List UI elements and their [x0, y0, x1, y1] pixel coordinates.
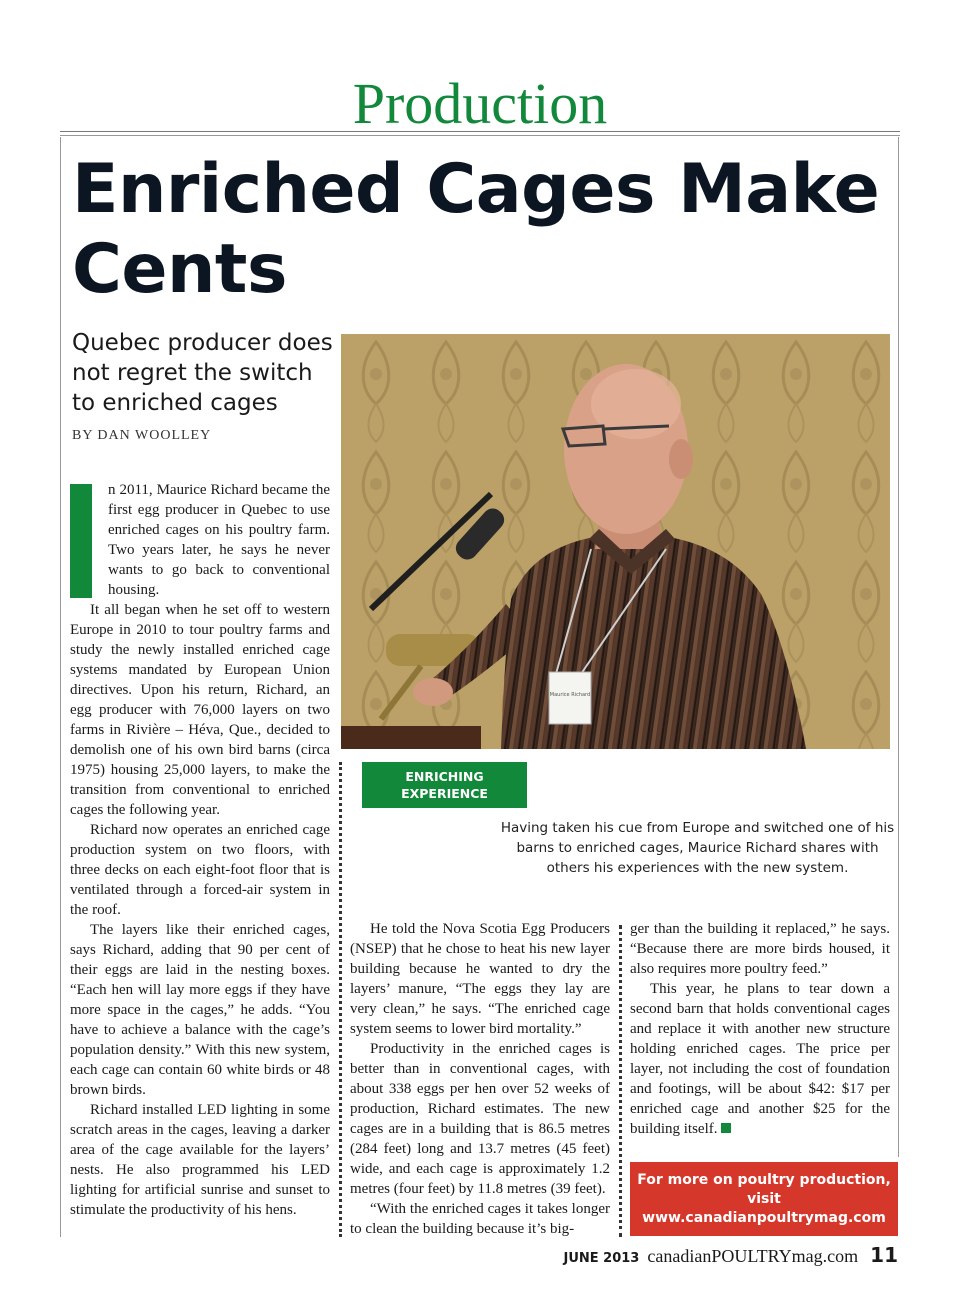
- column-divider-dots: [619, 925, 622, 1237]
- body-column-1: [70, 480, 330, 1220]
- magazine-site: canadianPOULTRYmag.com: [647, 1246, 859, 1266]
- section-tag-line1: ENRICHING: [405, 769, 484, 784]
- frame-right-rule: [898, 137, 899, 1157]
- body-paragraph: [630, 979, 890, 1139]
- section-label: Production: [352, 71, 608, 136]
- top-rule-secondary: [60, 135, 900, 136]
- body-paragraph: Productivity in the enriched cages is better than in conventional cages, with about 338 eggs per hen over 52 weeks of production, Richard estimates. The new cages are in a building that is 86.5 metres (284 feet) long and 13.7 metres (45 feet) wide, and each cage is approximately 1.2 metres (four feet) by 11.8 metres (39 feet).: [350, 1041, 610, 1197]
- page-number: 11: [870, 1243, 898, 1267]
- column-divider-dots: [339, 762, 342, 1237]
- promo-box[interactable]: [630, 1162, 898, 1236]
- promo-line1: For more on poultry production,: [637, 1171, 891, 1188]
- article-headline: Enriched Cages Make Cents: [72, 150, 880, 309]
- section-tag: [362, 762, 527, 808]
- section-tag-line2: EXPERIENCE: [401, 786, 488, 801]
- photo-caption: Having taken his cue from Europe and switched one of his barns to enriched cages, Maurice Richard shares with others his experiences with the new system.: [500, 820, 895, 876]
- body-paragraph: [70, 480, 330, 600]
- body-paragraph: The layers like their enriched cages, says Richard, adding that 90 per cent of their eggs are laid in the nesting boxes. “Each hen will lay more eggs if they have more space in the cages,” he adds. “You have to achieve a balance with the cage’s population density.” With this new system, each cage can contain 60 white birds or 48 brown birds.: [70, 922, 330, 1098]
- body-column-2: [350, 919, 610, 1239]
- issue-date: JUNE 2013: [563, 1251, 640, 1266]
- body-paragraph: Richard installed LED lighting in some scratch areas in the cages, leaving a darker area of the cage available for the layers’ nests. He also programmed his LED lighting for artificial sunrise and sunset to stimulate the productivity of his hens.: [70, 1102, 330, 1218]
- body-column-3: [630, 919, 890, 1139]
- body-paragraph: It all began when he set off to western Europe in 2010 to tour poultry farms and study the newly installed enriched cage systems mandated by European Union directives. Upon his return, Richard, an egg producer with 76,000 layers on two farms in Rivière – Héva, Que., decided to demolish one of his own bird barns (circa 1975) housing 25,000 layers, to make the transition from conventional to enriched cages the following year.: [70, 602, 330, 818]
- body-paragraph-text: n 2011, Maurice Richard became the first egg producer in Quebec to use enriched cages on his poultry farm. Two years later, he says he never wants to go back to conventional housing.: [108, 482, 330, 598]
- drop-cap-bar: [70, 484, 92, 598]
- svg-text:Maurice Richard: Maurice Richard: [549, 692, 591, 698]
- promo-link[interactable]: visit www.canadianpoultrymag.com: [642, 1190, 886, 1226]
- frame-left-rule: [60, 137, 61, 1237]
- body-paragraph: “With the enriched cages it takes longer to clean the building because it’s big-: [350, 1201, 610, 1237]
- article-deck: Quebec producer does not regret the switch to enriched cages: [72, 330, 333, 416]
- body-paragraph: He told the Nova Scotia Egg Producers (NSEP) that he chose to heat his new layer building because he wanted to dry the layers’ manure, “The eggs they lay are very clean,” he says. “The enriched cage system seems to lower bird mortality.”: [350, 921, 610, 1037]
- body-paragraph: ger than the building it replaced,” he says. “Because there are more birds housed, it also requires more poultry feed.”: [630, 921, 890, 977]
- end-mark-icon: [721, 1123, 731, 1133]
- byline: BY DAN WOOLLEY: [72, 428, 212, 443]
- top-rule: [60, 131, 900, 132]
- photo-illustration: [341, 334, 890, 749]
- page-footer: [563, 1243, 898, 1273]
- article-photo: [341, 334, 890, 749]
- body-paragraph-text: This year, he plans to tear down a second barn that holds conventional cages and replace it with another new structure holding enriched cages. The price per layer, not including the cost of foundation and footings, will be about $42: $17 per enriched cage and another $25 for the building itself.: [630, 981, 890, 1137]
- body-paragraph: Richard now operates an enriched cage production system on two floors, with three decks on each eight-foot floor that is ventilated through a forced-air system in the roof.: [70, 822, 330, 918]
